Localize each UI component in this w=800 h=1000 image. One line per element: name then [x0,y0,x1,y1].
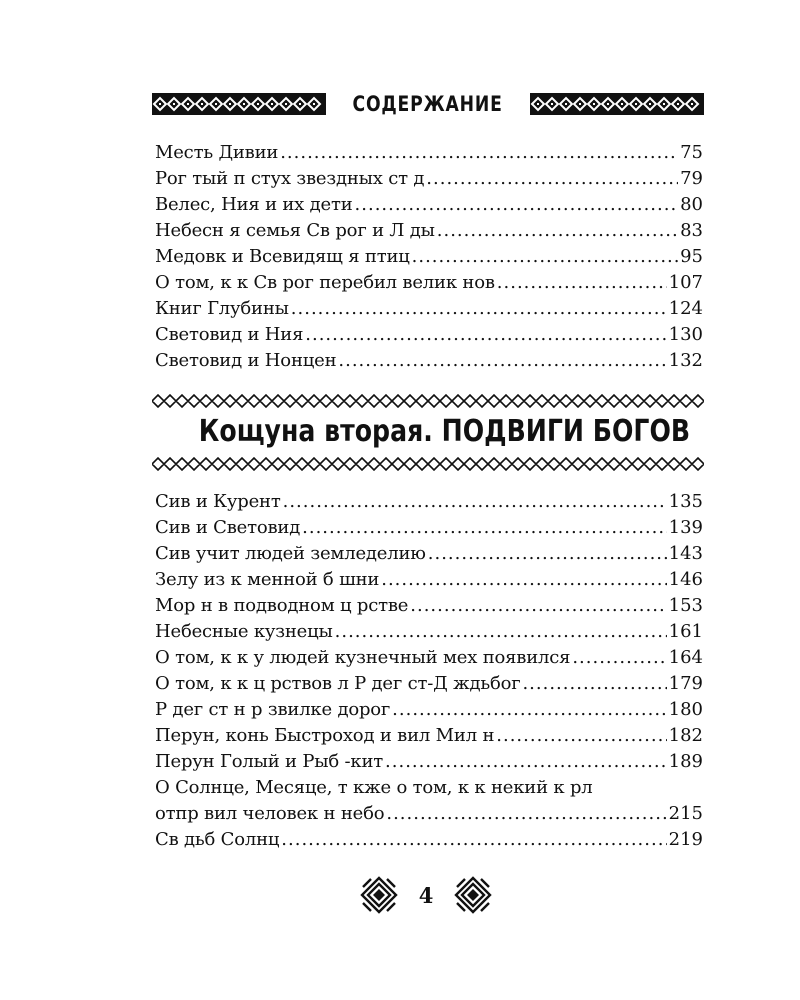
toc-entry[interactable] [155,723,703,749]
toc-entry-page: 146 [668,569,703,590]
toc-entry[interactable] [155,166,703,192]
toc-entry-title: Месть Дивии [155,142,279,163]
toc-entry-title: О Солнце, Месяце, т кже о том, к к некий к рл [155,777,593,798]
divider-ornament-top-icon [152,394,704,408]
toc-entry[interactable] [155,567,703,593]
dot-leader [412,244,678,270]
toc-entry[interactable] [155,192,703,218]
toc-entry[interactable] [155,218,703,244]
toc-entry-page: 83 [680,220,703,241]
ornament-band-right-icon [530,93,704,115]
toc-entry[interactable] [155,348,703,374]
dot-leader [291,296,667,322]
toc-entry-title: Небесн я семья Св рог и Л ды [155,220,435,241]
dot-leader [335,619,667,645]
toc-entry-page: 75 [680,142,703,163]
toc-entry-title: Мор н в подводном ц рстве [155,595,409,616]
toc-entry-title: Р дег ст н р звилке дорог [155,699,391,720]
toc-entry-page: 189 [668,751,703,772]
toc-entry[interactable] [155,244,703,270]
toc-entry[interactable] [155,671,703,697]
toc-entry-title: Рог тый п стух звездных ст д [155,168,425,189]
toc-entry-page: 179 [668,673,703,694]
dot-leader [338,348,666,374]
dot-leader [428,541,667,567]
section-heading [152,410,704,454]
toc-entry-title: Перун Голый и Рыб -кит [155,751,384,772]
toc-entry-continued[interactable] [155,775,703,801]
toc-entry[interactable] [155,749,703,775]
toc-entry[interactable] [155,140,703,166]
toc-entry-page: 153 [668,595,703,616]
toc-list-part-2 [155,489,703,853]
toc-entry[interactable] [155,541,703,567]
toc-entry[interactable] [155,296,703,322]
page-header [152,88,704,120]
toc-entry-page: 132 [668,350,703,371]
slavic-star-ornament-icon [360,876,398,914]
toc-entry[interactable] [155,322,703,348]
dot-leader [381,567,666,593]
toc-entry-title: Зелу из к менной б шни [155,569,380,590]
toc-entry-page: 219 [668,829,703,850]
dot-leader [426,166,678,192]
dot-leader [385,749,667,775]
toc-entry-page: 107 [668,272,703,293]
toc-entry-title: Сив учит людей земледелию [155,543,426,564]
toc-entry[interactable] [155,619,703,645]
dot-leader [572,645,666,671]
toc-entry-title: Медовк и Всевидящ я птиц [155,246,410,267]
toc-entry-title: Небесные кузнецы [155,621,333,642]
section-heading-text: Кощуна вторая. ПОДВИГИ БОГОВ [198,414,691,449]
divider-ornament-bottom-icon [152,457,704,471]
toc-entry[interactable] [155,827,703,853]
toc-entry-page: 130 [668,324,703,345]
toc-entry-page: 95 [680,246,703,267]
toc-entry-page: 164 [668,647,703,668]
page-number: 4 [418,882,434,908]
toc-entry-page: 182 [668,725,703,746]
dot-leader [386,801,666,827]
ornament-band-left-icon [152,93,326,115]
toc-entry[interactable] [155,270,703,296]
dot-leader [281,827,666,853]
toc-entry-title: Перун, конь Быстроход и вил Мил н [155,725,495,746]
dot-leader [392,697,666,723]
toc-entry-title: Световид и Ния [155,324,304,345]
toc-entry[interactable] [155,593,703,619]
toc-entry[interactable] [155,697,703,723]
dot-leader [437,218,678,244]
toc-entry-title: Книг Глубины [155,298,289,319]
toc-entry[interactable] [155,489,703,515]
toc-entry-page: 80 [680,194,703,215]
dot-leader [496,723,666,749]
slavic-star-ornament-icon [454,876,492,914]
toc-entry-title: О том, к к у людей кузнечный мех появился [155,647,571,668]
toc-entry-title: отпр вил человек н небо [155,803,385,824]
toc-entry-title: Световид и Нонцен [155,350,337,371]
toc-entry-title: О том, к к ц рствов л Р дег ст-Д ждьбог [155,673,521,694]
toc-entry-page: 143 [668,543,703,564]
toc-entry-page: 135 [668,491,703,512]
toc-entry-title: Велес, Ния и их дети [155,194,353,215]
toc-entry-title: Сив и Световид [155,517,301,538]
dot-leader [497,270,667,296]
toc-entry[interactable] [155,645,703,671]
toc-entry-page: 161 [668,621,703,642]
toc-entry-page: 215 [668,803,703,824]
toc-entry-title: Св дьб Солнц [155,829,280,850]
dot-leader [522,671,666,697]
page-footer [360,876,492,914]
dot-leader [355,192,679,218]
toc-entry[interactable] [155,801,703,827]
dot-leader [283,489,667,515]
dot-leader [302,515,667,541]
toc-entry-page: 180 [668,699,703,720]
dot-leader [280,140,678,166]
toc-entry-page: 124 [668,298,703,319]
toc-entry-title: О том, к к Св рог перебил велик нов [155,272,495,293]
dot-leader [410,593,666,619]
page-title: СОДЕРЖАНИЕ [352,92,504,116]
toc-list-part-1 [155,140,703,374]
toc-entry-page: 139 [668,517,703,538]
dot-leader [305,322,666,348]
toc-entry[interactable] [155,515,703,541]
toc-entry-title: Сив и Курент [155,491,281,512]
toc-entry-page: 79 [680,168,703,189]
